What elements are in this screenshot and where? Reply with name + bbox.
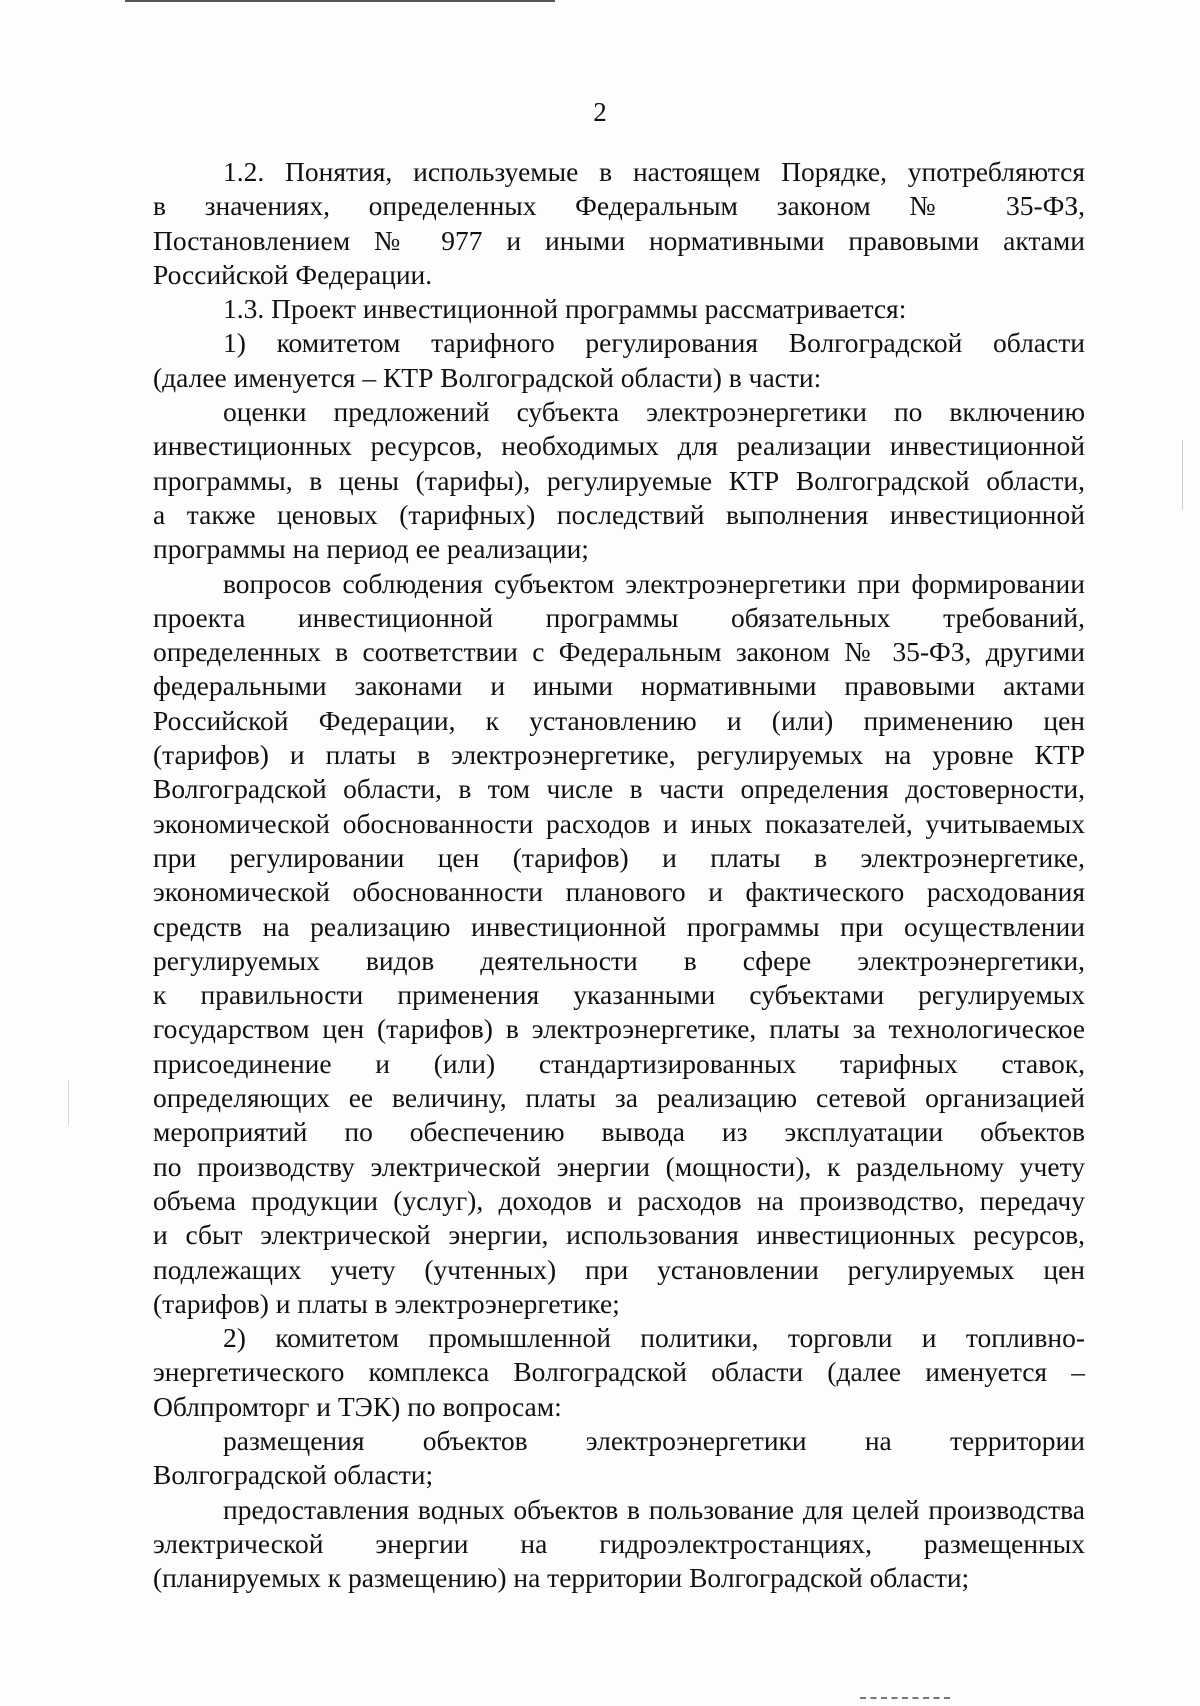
text-line: 2) комитетом промышленной политики, торговли и топливно- [223,1322,1085,1354]
text-line: оценки предложений субъекта электроэнергетики по включению [223,396,1085,428]
text-line: инвестиционных ресурсов, необходимых для реализации инвестиционной [153,430,1085,462]
text-line: присоединение и (или) стандартизированных тарифных ставок, [153,1047,1085,1079]
text-line: Облпромторг и ТЭК) по вопросам: [153,1390,562,1422]
text-line: программы, в цены (тарифы), регулируемые КТР Волгоградской области, [153,464,1085,496]
text-line: в значениях, определенных Федеральным законом № 35-ФЗ, [153,190,1085,222]
text-line: Волгоградской области, в том числе в части определения достоверности, [153,773,1085,805]
scan-artifact-right [1182,440,1183,510]
text-line: а также ценовых (тарифных) последствий выполнения инвестиционной [153,498,1085,530]
text-line: (тарифов) и платы в электроэнергетике, регулируемых на уровне КТР [153,739,1085,771]
text-line: Российской Федерации. [153,258,433,290]
text-line: объема продукции (услуг), доходов и расходов на производство, передачу [153,1184,1085,1216]
text-line: размещения объектов электроэнергетики на территории [223,1424,1085,1456]
text-line: регулируемых видов деятельности в сфере электроэнергетики, [153,944,1085,976]
text-line: электрической энергии на гидроэлектростанциях, размещенных [153,1527,1085,1559]
text-line: 1) комитетом тарифного регулирования Волгоградской области [223,327,1085,359]
text-line: проекта инвестиционной программы обязательных требований, [153,601,1085,633]
text-line: экономической обоснованности расходов и иных показателей, учитываемых [153,807,1085,839]
text-line: по производству электрической энергии (мощности), к раздельному учету [153,1150,1085,1182]
text-line: определенных в соответствии с Федеральным законом № 35-ФЗ, другими [153,636,1085,668]
scan-edge-line [125,0,555,2]
text-line: и сбыт электрической энергии, использования инвестиционных ресурсов, [153,1219,1085,1251]
text-line: определяющих ее величину, платы за реализацию сетевой организацией [153,1082,1085,1114]
text-line: экономической обоснованности планового и фактического расходования [153,876,1085,908]
text-line: энергетического комплекса Волгоградской области (далее именуется – [153,1356,1085,1388]
text-line: (тарифов) и платы в электроэнергетике; [153,1287,620,1319]
text-line: средств на реализацию инвестиционной программы при осуществлении [153,910,1085,942]
text-line: Постановлением № 977 и иными нормативными правовыми актами [153,224,1085,256]
text-line: (планируемых к размещению) на территории Волгоградской области; [153,1562,970,1594]
text-line: вопросов соблюдения субъектом электроэнергетики при формировании [223,567,1085,599]
text-line: федеральными законами и иными нормативными правовыми актами [153,670,1085,702]
text-line: подлежащих учету (учтенных) при установлении регулируемых цен [153,1253,1085,1285]
text-line: Российской Федерации, к установлению и (или) применению цен [153,704,1085,736]
text-line: при регулировании цен (тарифов) и платы в электроэнергетике, [153,841,1085,873]
text-line: 1.3. Проект инвестиционной программы рассматривается: [223,293,907,325]
text-line: Волгоградской области; [153,1459,434,1491]
document-body [153,155,1085,1595]
text-line: (далее именуется – КТР Волгоградской области) в части: [153,361,822,393]
text-line: 1.2. Понятия, используемые в настоящем Порядке, употребляются [223,156,1085,187]
text-line: к правильности применения указанными субъектами регулируемых [153,979,1085,1011]
text-line: предоставления водных объектов в пользование для целей производства [223,1493,1085,1525]
text-line: мероприятий по обеспечению вывода из эксплуатации объектов [153,1116,1085,1148]
scan-artifact-left [68,1080,69,1125]
text-line: государством цен (тарифов) в электроэнергетике, платы за технологическое [153,1013,1085,1045]
page-number: 2 [593,97,607,127]
scan-artifact-bottom [860,1697,950,1701]
text-line: программы на период ее реализации; [153,533,589,565]
